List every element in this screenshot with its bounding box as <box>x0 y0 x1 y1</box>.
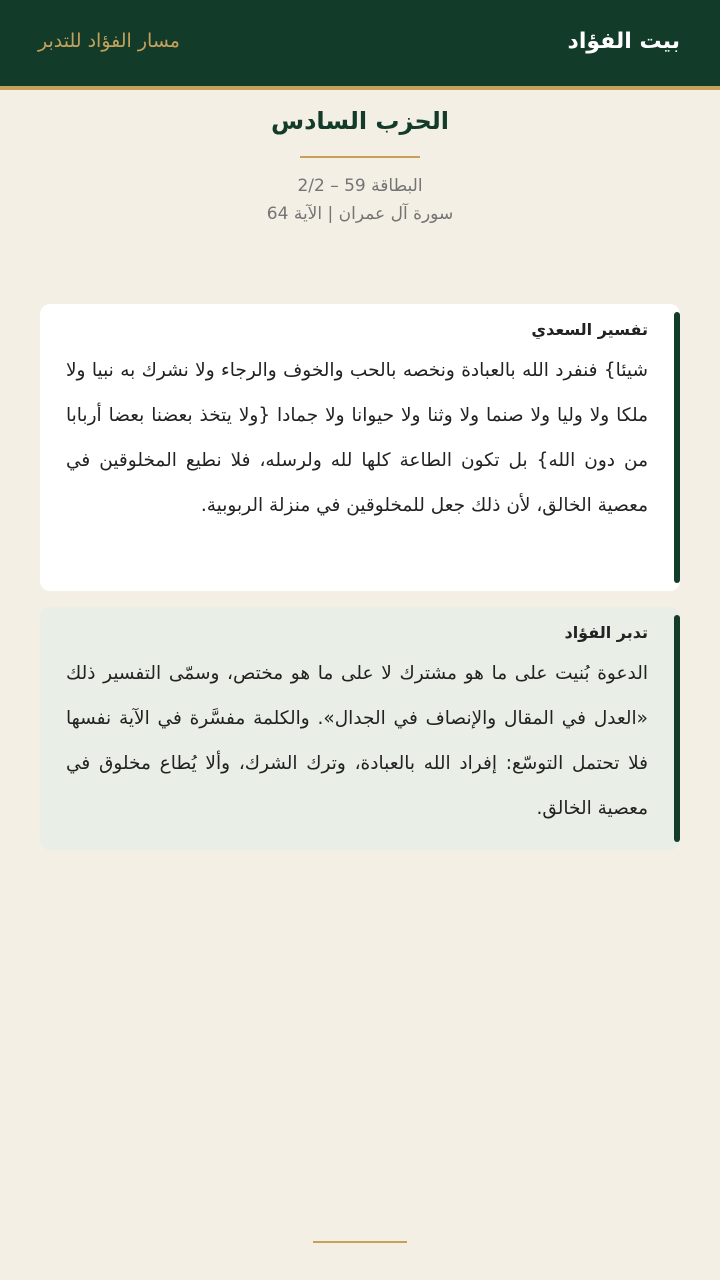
app-bar-divider <box>0 86 720 90</box>
tadabbur-heading: تدبر الفؤاد <box>564 623 648 642</box>
app-bar <box>0 0 720 86</box>
title-divider <box>300 156 420 158</box>
tafsir-heading: تفسير السعدي <box>531 320 648 339</box>
tadabbur-text: الدعوة بُنيت على ما هو مشترك لا على ما هو مختص، وسمّى التفسير ذلك «العدل في المقال والإنصاف في الجدال». والكلمة مفسَّرة في الآية نفسها فلا تحتمل التوسّع: إفراد الله بالعبادة، وترك الشرك، وألا يُطاع مخلوق في معصية الخالق. <box>66 663 648 819</box>
card-number: البطاقة 59 – 2/2 <box>297 176 423 196</box>
card-header <box>0 104 720 228</box>
verse-reference: سورة آل عمران | الآية 64 <box>266 204 454 224</box>
tadabbur-panel <box>40 607 680 850</box>
bottom-divider <box>313 1241 407 1243</box>
app-title[interactable]: بيت الفؤاد <box>567 28 680 54</box>
app-subtitle[interactable]: مسار الفؤاد للتدبر <box>38 30 180 52</box>
tafsir-text: شيئا} فنفرد الله بالعبادة ونخصه بالحب والخوف والرجاء ولا نشرك به نبيا ولا ملكا ولا وليا ولا صنما ولا وثنا ولا حيوانا ولا جمادا {ولا يتخذ بعضنا بعضا أربابا من دون الله} بل تكون الطاعة كلها لله ولرسله، فلا نطيع المخلوقين في معصية الخالق، لأن ذلك جعل للمخلوقين في منزلة الربوبية. <box>66 360 648 516</box>
tafsir-panel <box>40 304 680 591</box>
hizb-title: الحزب السادس <box>270 107 450 135</box>
